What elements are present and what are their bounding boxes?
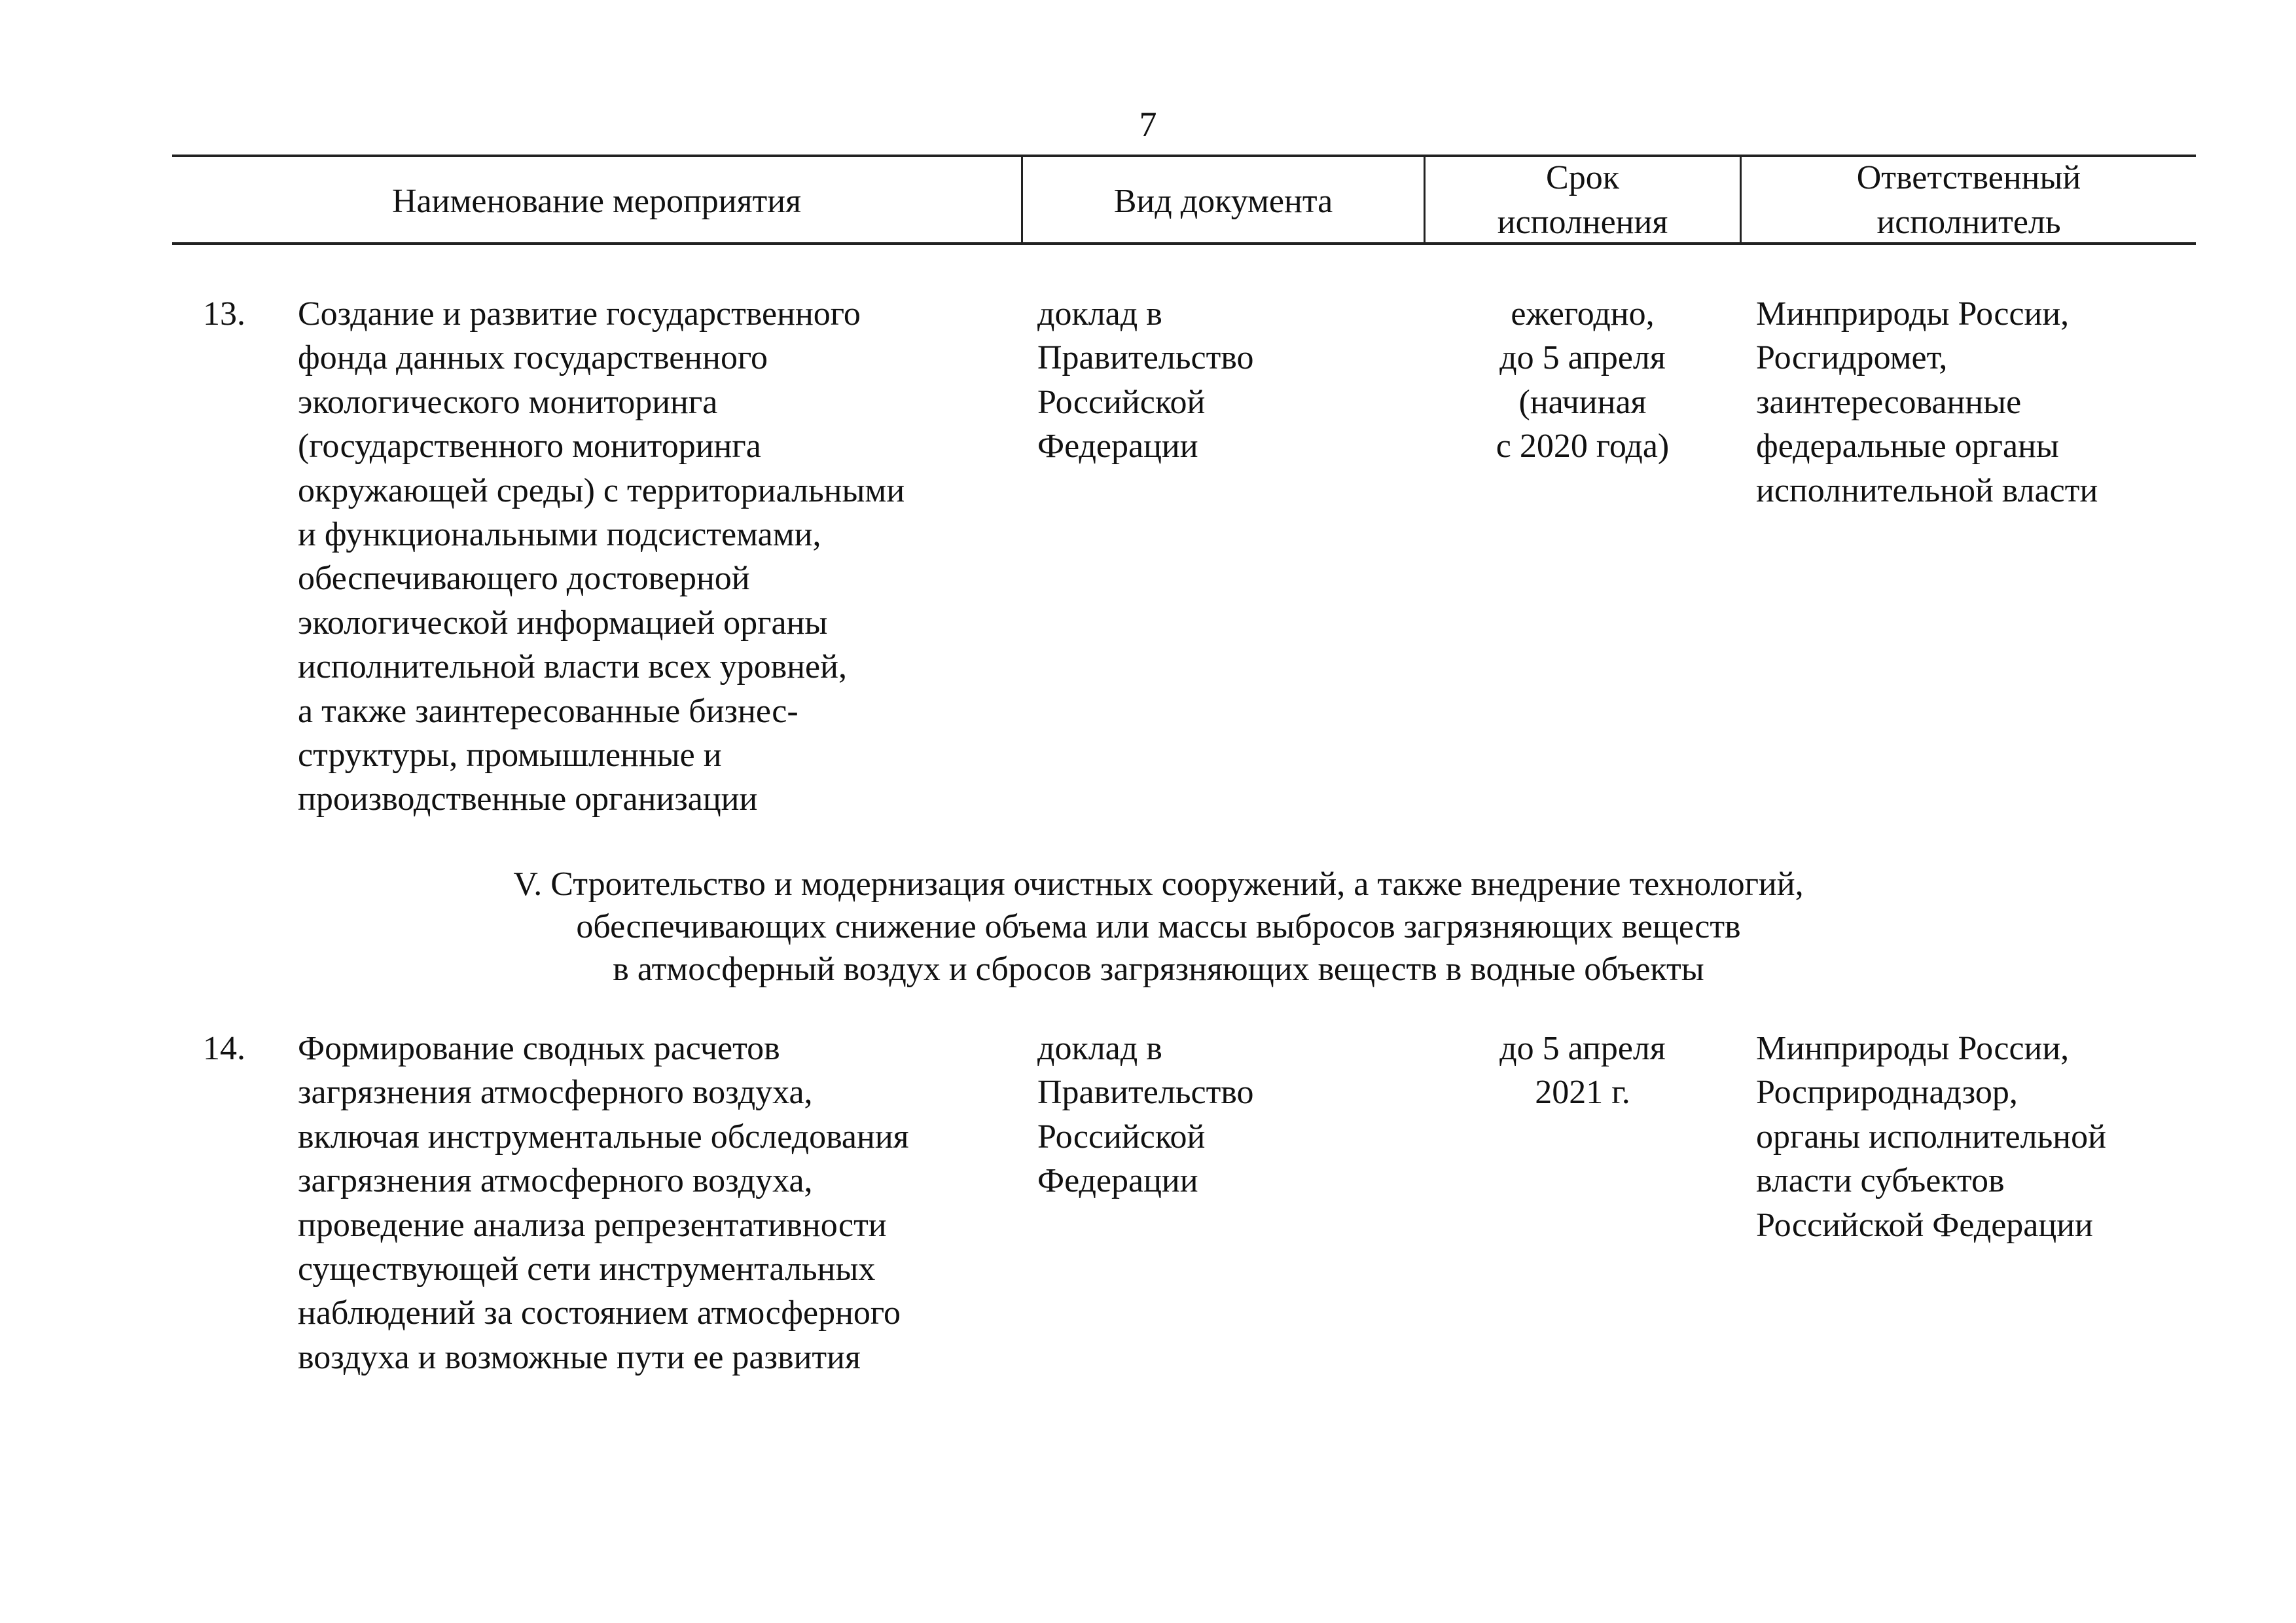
row-responsible: Минприроды России, Росгидромет, заинтересованные федеральные органы исполнительной власти [1756,295,2098,509]
row-deadline: до 5 апреля 2021 г. [1499,1030,1666,1112]
header-document-type: Вид документа [1113,183,1333,220]
row-event-name: Формирование сводных расчетов загрязнения атмосферного воздуха, включая инструментальные обследования загрязнения атмосферного воздуха, проведение анализа репрезентативности существующей сети инструментальных наблюдений за состоянием атмосферного воздуха и возможные пути ее развития [298,1030,909,1376]
row-responsible: Минприроды России, Росприроднадзор, органы исполнительной власти субъектов Российской Федерации [1756,1030,2106,1244]
row-document-type: доклад в Правительство Российской Федерации [1037,295,1254,465]
header-event-name: Наименование мероприятия [392,183,801,220]
row-number: 14. [203,1030,245,1067]
row-number: 13. [203,295,245,333]
row-deadline: ежегодно, до 5 апреля (начиная с 2020 года) [1496,295,1670,465]
header-deadline: Срок исполнения [1497,159,1668,241]
section-heading: V. Строительство и модернизация очистных сооружений, а также внедрение технологий, обеспечивающих снижение объема или массы выбросов загрязняющих веществ в атмосферный воздух и сбросов загрязняющих веществ в водные объекты [513,866,1804,988]
row-event-name: Создание и развитие государственного фонда данных государственного экологического мониторинга (государственного мониторинга окружающей среды) с территориальными и функциональными подсистемами, обеспечивающего достоверной экологической информацией органы исполнительной власти всех уровней, а также заинтересованные бизнес- структуры, промышленные и производственные организации [298,295,905,818]
page-number: 7 [1139,105,1157,144]
header-responsible: Ответственный исполнитель [1856,159,2081,241]
row-document-type: доклад в Правительство Российской Федерации [1037,1030,1254,1200]
